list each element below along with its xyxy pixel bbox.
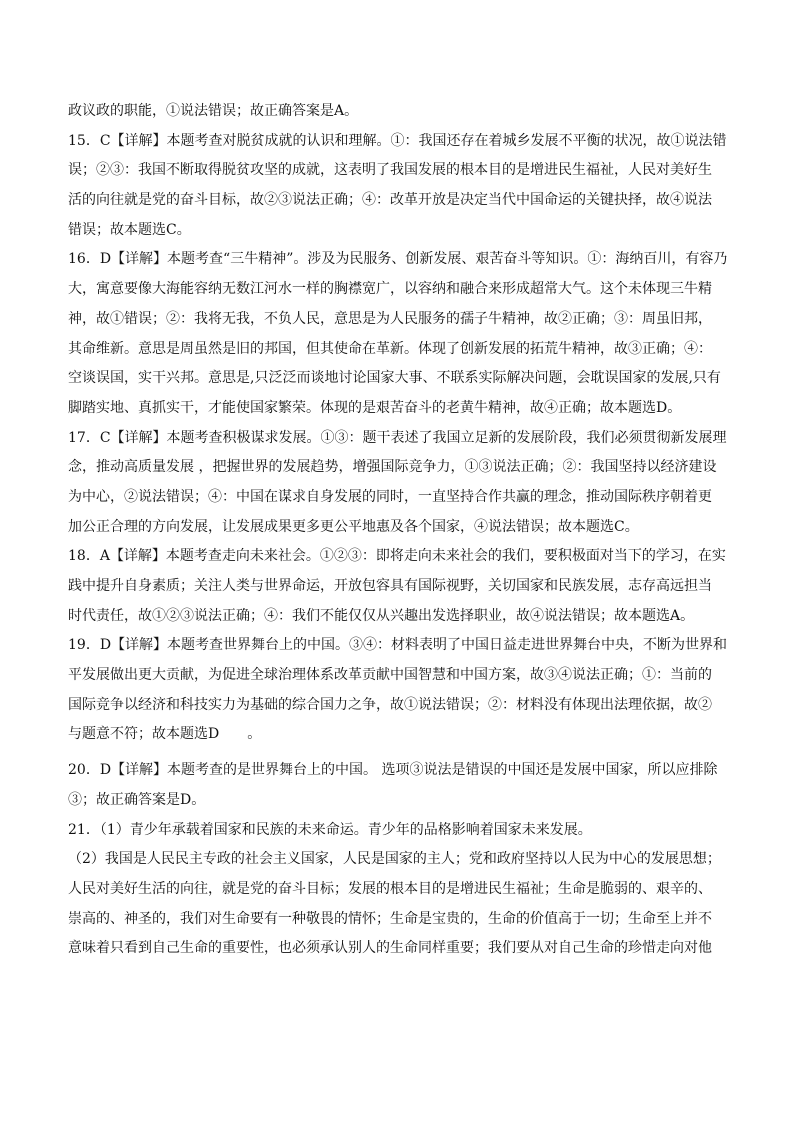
text-line: 21．（1）青少年承载着国家和民族的未来命运。青少年的品格影响着国家未来发展。 [68, 821, 592, 838]
text-line: 加公正合理的方向发展，让发展成果更多更公平地惠及各个国家，④说法错误；故本题选C。 [68, 518, 639, 535]
text-line: 空谈误国，实干兴邦。意思是,只泛泛而谈地讨论国家大事、不联系实际解决问题，会耽误国家的发展,只有 [68, 370, 721, 387]
text-line: 15．C【详解】本题考查对脱贫成就的认识和理解。①：我国还存在着城乡发展不平衡的状况，故①说法错 [68, 132, 727, 149]
text-line: 活的向往就是党的奋斗目标，故②③说法正确；④：改革开放是决定当代中国命运的关键抉择，故④说法 [68, 192, 712, 209]
text-line: 崇高的、神圣的，我们对生命要有一种敬畏的情怀；生命是宝贵的，生命的价值高于一切；生命至上并不 [68, 910, 712, 927]
text-line: 念，推动高质量发展 ，把握世界的发展趋势，增强国际竞争力，①③说法正确；②：我国坚持以经济建设 [68, 459, 717, 476]
text-line: 20．D【详解】本题考查的是世界舞台上的中国。 选项③说法是错误的中国还是发展中国家，所以应排除 [68, 762, 718, 779]
text-line: 神，故①错误；②：我将无我，不负人民，意思是为人民服务的孺子牛精神，故②正确；③：周虽旧邦， [68, 310, 712, 327]
text-line: 平发展做出更大贡献，为促进全球治理体系改革贡献中国智慧和中国方案，故③④说法正确；①：当前的 [68, 667, 712, 684]
text-line: 政议政的职能，①说法错误；故正确答案是A。 [68, 103, 359, 119]
text-line: （2）我国是人民民主专政的社会主义国家，人民是国家的主人；党和政府坚持以人民为中心的发展思想； [68, 851, 721, 868]
text-line: 国际竞争以经济和科技实力为基础的综合国力之争，故①说法错误；②：材料没有体现出法理依据，故② [68, 696, 712, 713]
text-line: 18．A【详解】本题考查走向未来社会。①②③：即将走向未来社会的我们，要积极面对当下的学习，在实 [68, 548, 726, 565]
text-line: 16．D【详解】本题考查“三牛精神”。涉及为民服务、创新发展、艰苦奋斗等知识。①：海纳百川，有容乃 [68, 251, 728, 268]
text-line: 误；②③：我国不断取得脱贫攻坚的成就，这表明了我国发展的根本目的是增进民生福祉，人民对美好生 [68, 162, 712, 179]
document-body [68, 97, 728, 964]
text-line: 其命维新。意思是周虽然是旧的邦国，但其使命在革新。体现了创新发展的拓荒牛精神，故③正确；④： [68, 340, 712, 357]
text-line: 时代责任，故①②③说法正确；④：我们不能仅仅从兴趣出发选择职业，故④说法错误；故本题选A。 [68, 607, 695, 624]
text-line: 人民对美好生活的向往，就是党的奋斗目标；发展的根本目的是增进民生福祉；生命是脆弱的、艰辛的、 [68, 880, 712, 897]
text-line: 错误；故本题选C。 [68, 221, 191, 238]
text-line: 意味着只看到自己生命的重要性，也必须承认别人的生命同样重要；我们要从对自己生命的珍惜走向对他 [68, 940, 712, 957]
text-line: 大，寓意要像大海能容纳无数江河水一样的胸襟宽广，以容纳和融合来形成超常大气。这个未体现三牛精 [68, 281, 712, 298]
text-line: 17．C【详解】本题考查积极谋求发展。①③：题干表述了我国立足新的发展阶段，我们必须贯彻新发展理 [68, 429, 727, 446]
text-line: ③；故正确答案是D。 [68, 791, 206, 808]
text-line: 19．D【详解】本题考查世界舞台上的中国。③④：材料表明了中国日益走进世界舞台中央，不断为世界和 [68, 637, 728, 654]
text-line: 与题意不符；故本题选D 。 [68, 726, 262, 743]
text-line: 为中心，②说法错误；④：中国在谋求自身发展的同时，一直坚持合作共赢的理念，推动国际秩序朝着更 [68, 488, 712, 505]
text-line: 脚踏实地、真抓实干，才能使国家繁荣。体现的是艰苦奋斗的老黄牛精神，故④正确；故本题选D。 [68, 399, 682, 416]
text-line: 践中提升自身素质；关注人类与世界命运，开放包容具有国际视野，关切国家和民族发展，志存高远担当 [68, 578, 712, 594]
